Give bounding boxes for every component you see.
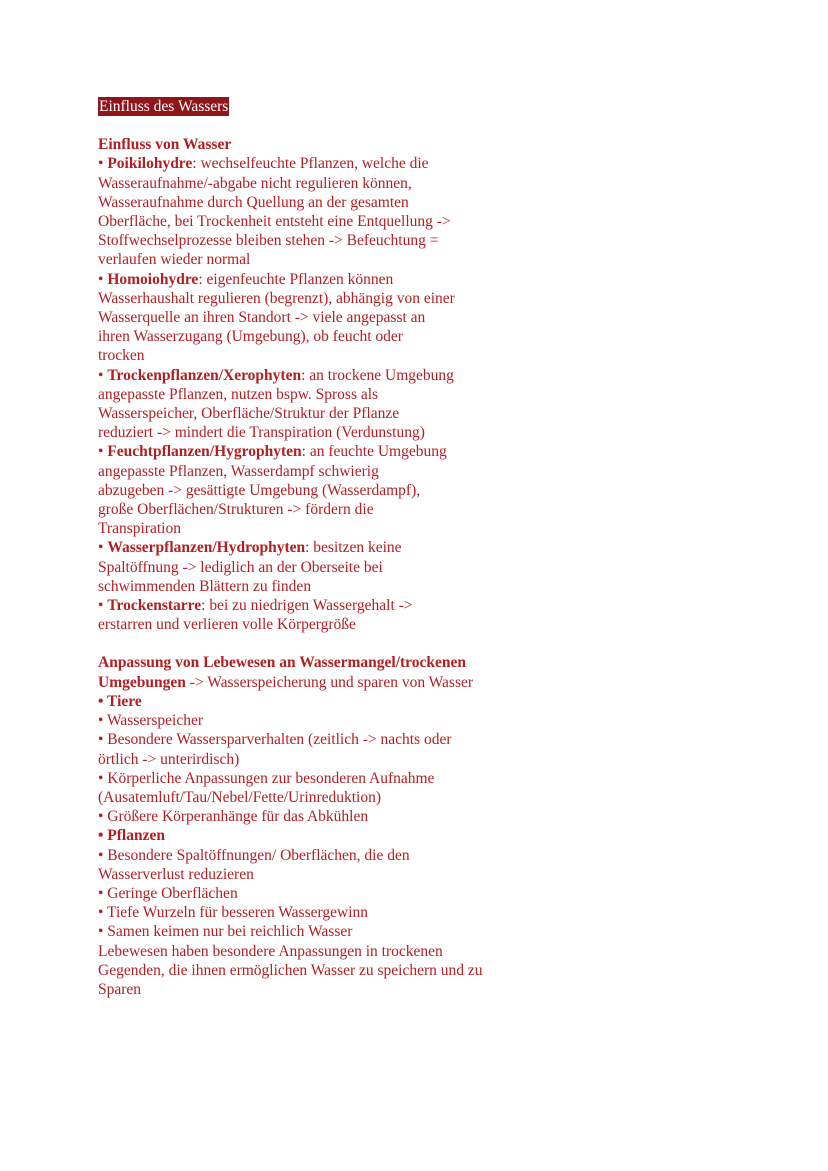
summary-line: Lebewesen haben besondere Anpassungen in trockenen: [98, 942, 443, 960]
list-item-line: abzugeben -> gesättigte Umgebung (Wasserdampf),: [98, 481, 421, 499]
definition: : wechselfeuchte Pflanzen, welche die: [192, 155, 429, 173]
list-item-line: trocken: [98, 347, 145, 365]
bullet: •: [98, 539, 108, 557]
list-item-line: • Wasserspeicher: [98, 712, 204, 730]
list-item-line: [98, 270, 538, 289]
list-item-line: Transpiration: [98, 520, 181, 538]
list-item-line: • Größere Körperanhänge für das Abkühlen: [98, 808, 369, 826]
page-title: Einfluss des Wassers: [99, 98, 229, 115]
term: Trockenstarre: [107, 597, 202, 615]
definition: : an feuchte Umgebung: [301, 443, 447, 461]
list-item-line: Wasserspeicher, Oberfläche/Struktur der Pflanze: [98, 405, 400, 423]
term: Homoiohydre: [107, 270, 199, 288]
bullet: •: [98, 270, 108, 288]
bullet: •: [98, 366, 108, 384]
document-content: [98, 97, 538, 999]
list-item-line: Oberfläche, bei Trockenheit entsteht eine Entquellung ->: [98, 213, 451, 231]
definition: : eigenfeuchte Pflanzen können: [198, 270, 394, 288]
list-item-line: • Samen keimen nur bei reichlich Wasser: [98, 923, 353, 941]
bullet: •: [98, 443, 108, 461]
list-item-line: Wasseraufnahme durch Quellung an der gesamten: [98, 193, 409, 211]
list-item-line: • Besondere Wassersparverhalten (zeitlich -> nachts oder: [98, 731, 452, 749]
list-item-line: reduziert -> mindert die Transpiration (Verdunstung): [98, 424, 425, 442]
term: Wasserpflanzen/Hydrophyten: [107, 539, 306, 557]
list-item-line: [98, 154, 538, 173]
list-item-line: angepasste Pflanzen, nutzen bspw. Spross als: [98, 385, 379, 403]
group-label-text: • Tiere: [98, 692, 142, 710]
term: Feuchtpflanzen/Hygrophyten: [107, 443, 302, 461]
spacer: [98, 634, 538, 653]
list-item-line: Wasserverlust reduzieren: [98, 865, 254, 883]
title-line: [98, 97, 538, 116]
list-item-line: ihren Wasserzugang (Umgebung), ob feucht oder: [98, 328, 403, 346]
list-item-line: Wasseraufnahme/-abgabe nicht regulieren können,: [98, 174, 412, 192]
summary-line: Sparen: [98, 980, 142, 998]
list-item-line: • Geringe Oberflächen: [98, 884, 238, 902]
term: Trockenpflanzen/Xerophyten: [107, 366, 302, 384]
summary-line: Gegenden, die ihnen ermöglichen Wasser zu speichern und zu: [98, 961, 483, 979]
section1-items: [98, 154, 538, 634]
plants-list: [98, 846, 538, 942]
definition: : bei zu niedrigen Wassergehalt ->: [201, 597, 413, 615]
group-label-animals: [98, 692, 538, 711]
group-label-text: • Pflanzen: [98, 827, 165, 845]
section-heading-text: Einfluss von Wasser: [98, 136, 232, 154]
list-item-line: [98, 538, 538, 557]
list-item-line: Stoffwechselprozesse bleiben stehen -> Befeuchtung =: [98, 232, 439, 250]
list-item-line: Wasserquelle an ihren Standort -> viele angepasst an: [98, 309, 426, 327]
bullet: •: [98, 597, 108, 615]
definition: : an trockene Umgebung: [301, 366, 454, 384]
list-item-line: • Tiefe Wurzeln für besseren Wassergewinn: [98, 904, 369, 922]
list-item-line: schwimmenden Blättern zu finden: [98, 577, 312, 595]
list-item-line: örtlich -> unterirdisch): [98, 750, 240, 768]
section-heading: [98, 653, 538, 672]
animals-list: [98, 711, 538, 826]
list-item-line: [98, 596, 538, 615]
definition: : besitzen keine: [305, 539, 402, 557]
spacer: [98, 116, 538, 135]
list-item-line: Wasserhaushalt regulieren (begrenzt), abhängig von einer: [98, 289, 455, 307]
section-heading-bold: Umgebungen: [98, 673, 186, 691]
list-item-line: • Besondere Spaltöffnungen/ Oberflächen, die den: [98, 846, 410, 864]
list-item-line: [98, 366, 538, 385]
list-item-line: angepasste Pflanzen, Wasserdampf schwierig: [98, 462, 379, 480]
list-item-line: Spaltöffnung -> lediglich an der Oberseite bei: [98, 558, 383, 576]
section-heading-rest: -> Wasserspeicherung und sparen von Wasser: [185, 673, 474, 691]
list-item-line: (Ausatemluft/Tau/Nebel/Fette/Urinreduktion): [98, 788, 382, 806]
list-item-line: [98, 442, 538, 461]
term: Poikilohydre: [107, 155, 193, 173]
section-heading: [98, 135, 538, 154]
bullet: •: [98, 155, 108, 173]
summary-paragraph: [98, 942, 538, 1000]
list-item-line: erstarren und verlieren volle Körpergröße: [98, 616, 356, 634]
list-item-line: verlaufen wieder normal: [98, 251, 251, 269]
group-label-plants: [98, 826, 538, 845]
section-heading-text: Anpassung von Lebewesen an Wassermangel/trockenen: [98, 654, 467, 672]
list-item-line: große Oberflächen/Strukturen -> fördern die: [98, 501, 374, 519]
list-item-line: • Körperliche Anpassungen zur besonderen Aufnahme: [98, 769, 435, 787]
section-heading-continued: [98, 673, 538, 692]
